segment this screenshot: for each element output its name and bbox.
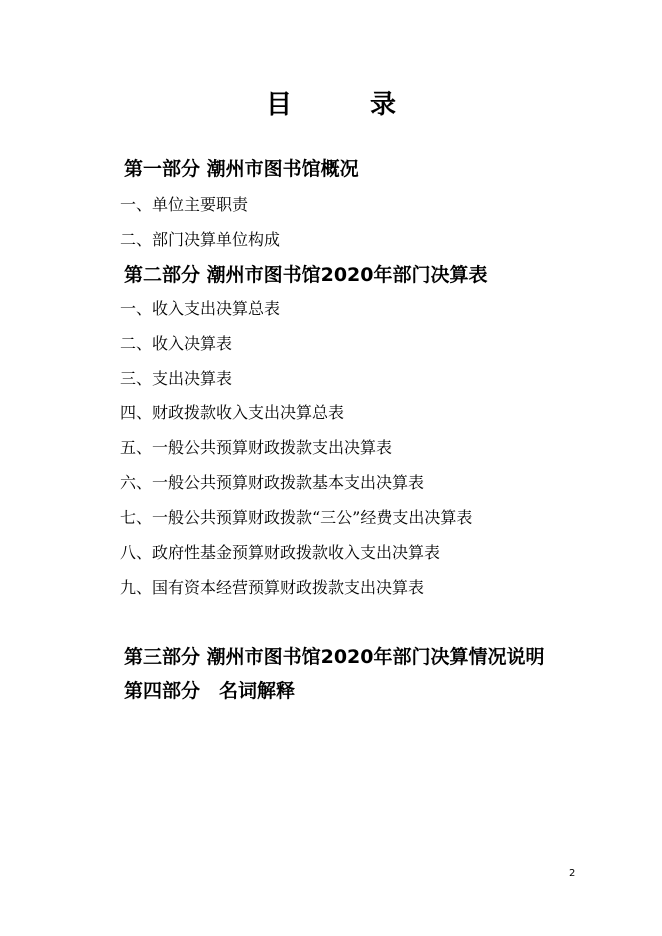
toc-item[interactable]: 二、部门决算单位构成 [120,230,281,249]
toc-item[interactable]: 三、支出决算表 [120,369,233,388]
title-char-right: 录 [370,90,397,120]
toc-item[interactable]: 一、单位主要职责 [120,195,249,214]
title-char-left: 目 [265,90,292,120]
page-number: 2 [569,868,576,879]
toc-item[interactable]: 六、一般公共预算财政拨款基本支出决算表 [120,473,425,492]
page-title [0,84,662,121]
toc-part1-heading[interactable]: 第一部分 潮州市图书馆概况 [124,158,359,180]
toc-item[interactable]: 五、一般公共预算财政拨款支出决算表 [120,438,393,457]
toc-item[interactable]: 七、一般公共预算财政拨款“三公”经费支出决算表 [120,508,473,527]
toc-part2-heading[interactable]: 第二部分 潮州市图书馆2020年部门决算表 [124,264,488,286]
toc-item[interactable]: 二、收入决算表 [120,334,233,353]
toc-part4-heading[interactable]: 第四部分 名词解释 [124,680,296,702]
toc-item[interactable]: 一、收入支出决算总表 [120,299,281,318]
toc-item[interactable]: 八、政府性基金预算财政拨款收入支出决算表 [120,543,441,562]
toc-item[interactable]: 九、国有资本经营预算财政拨款支出决算表 [120,578,425,597]
toc-part3-heading[interactable]: 第三部分 潮州市图书馆2020年部门决算情况说明 [124,646,545,668]
toc-item[interactable]: 四、财政拨款收入支出决算总表 [120,403,345,422]
